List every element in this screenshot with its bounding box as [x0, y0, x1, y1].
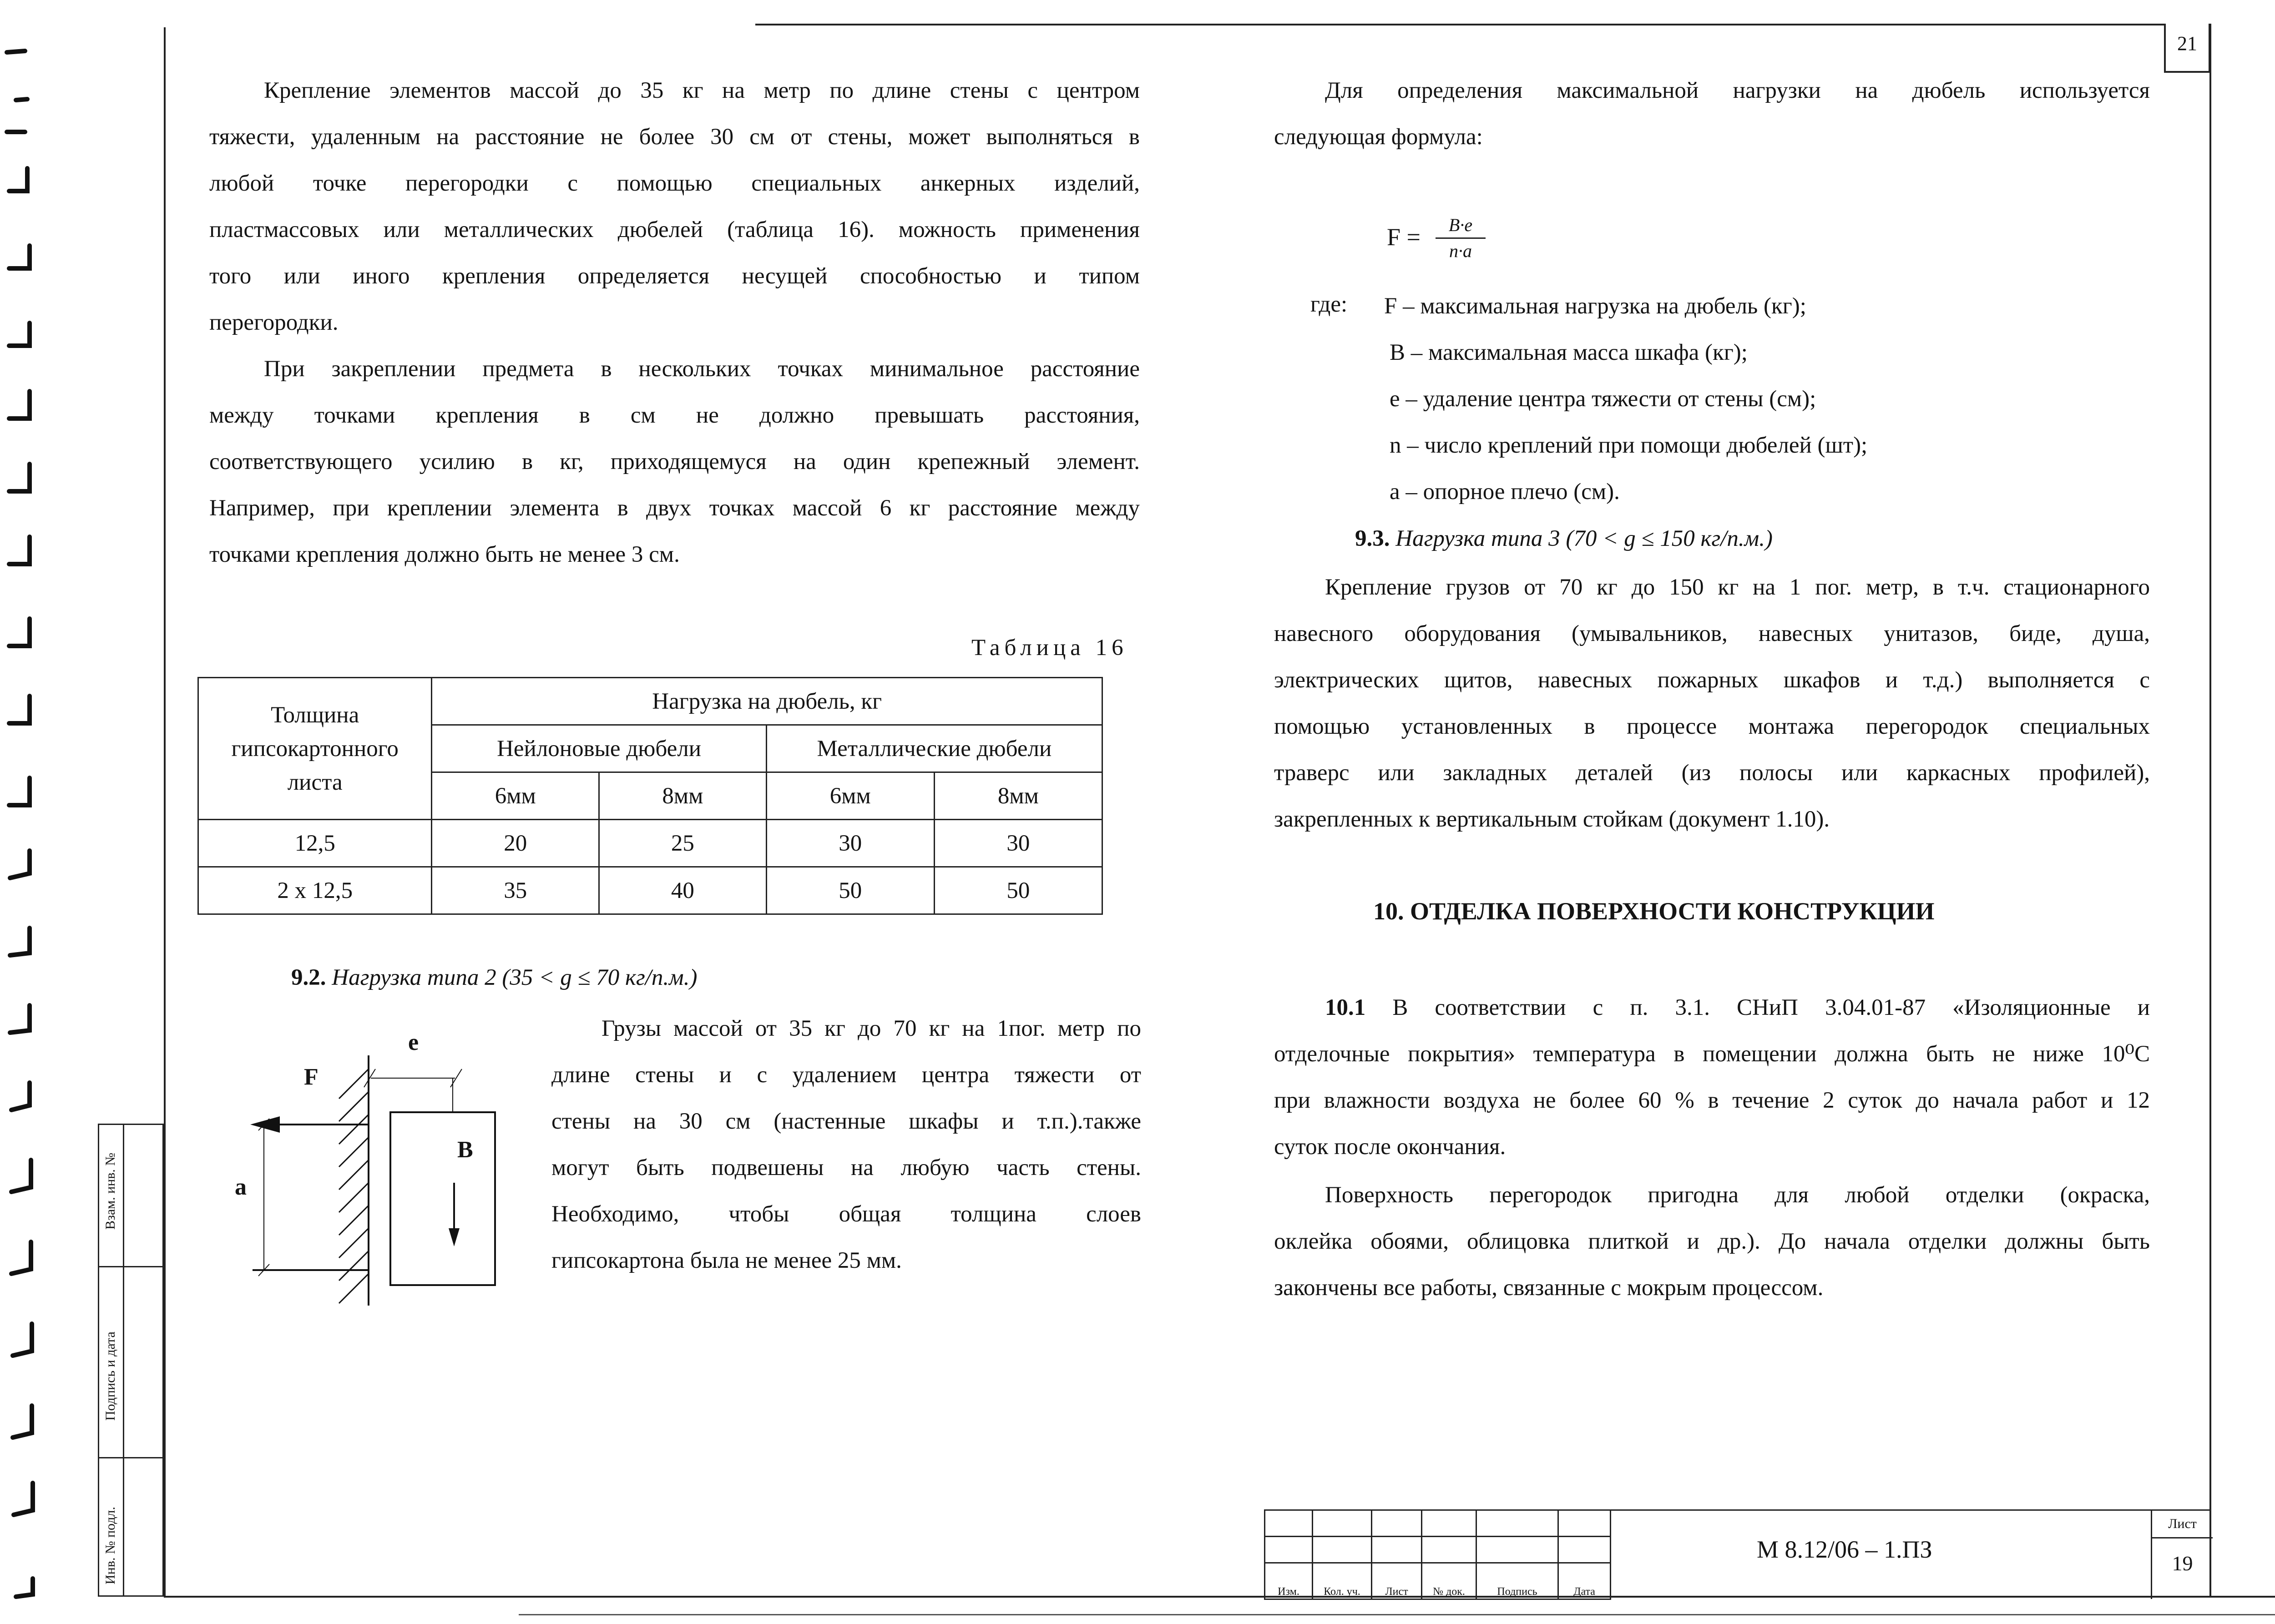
text-line: пластмассовых или металлических дюбелей (таблица 16). можность применения: [209, 217, 1140, 242]
definition-item: a – опорное плечо (см).: [1390, 479, 1620, 504]
force-b-arrowhead: [449, 1228, 460, 1246]
table-cell: 2 х 12,5: [198, 867, 432, 914]
side-stamp: [98, 1124, 164, 1597]
stamp-col-label: Подпись: [1476, 1563, 1558, 1599]
dowel-load-table: [197, 677, 1103, 915]
section-number: 9.3.: [1355, 526, 1390, 551]
page-number-top: 21: [2177, 32, 2197, 55]
section-9-2-heading: [291, 964, 697, 991]
para-10-2: [1274, 1172, 2150, 1311]
text-line: стены на 30 см (настенные шкафы и т.п.).также: [551, 1109, 1141, 1134]
text-line: помощью установленных в процессе монтажа перегородок специальных: [1274, 714, 2150, 739]
text-line: при влажности воздуха не более 60 % в течение 2 суток до начала работ и 12: [1274, 1088, 2150, 1113]
text-line: Крепление элементов массой до 35 кг на метр по длине стены с центром: [264, 78, 1140, 103]
text-line: тяжести, удаленным на расстояние не более 30 см от стены, может выполняться в: [209, 124, 1140, 150]
section-9-2-text: [551, 1005, 1141, 1284]
text-line: траверс или закладных деталей (из полосы или каркасных профилей),: [1274, 760, 2150, 786]
text-line: Необходимо, чтобы общая толщина слоев: [551, 1201, 1141, 1227]
text-line: отделочные покрытия» температура в помещении должна быть не ниже 10⁰С: [1274, 1041, 2150, 1067]
table-caption: Таблица 16: [971, 635, 1128, 661]
side-stamp-label-3: Инв. № подл.: [103, 1507, 118, 1584]
formula-lhs: F =: [1387, 223, 1421, 251]
table-cell: 20: [432, 820, 599, 867]
text-line: Например, при креплении элемента в двух точках массой 6 кг расстояние между: [209, 495, 1140, 521]
para-text: В соответствии с п. 3.1. СНиП 3.04.01-87 «Изоляционные и: [1365, 995, 2150, 1020]
formula-numerator: B·e: [1448, 215, 1473, 235]
text-line: могут быть подвешены на любую часть стены.: [551, 1155, 1141, 1180]
text-line: электрических щитов, навесных пожарных шкафов и т.д.) выполняется с: [1274, 667, 2150, 693]
label-a: a: [235, 1174, 247, 1200]
header-size: 6мм: [766, 772, 934, 820]
definition-item: n – число креплений при помощи дюбелей (шт);: [1390, 433, 1868, 458]
stamp-col-label: № док.: [1422, 1563, 1476, 1599]
text-line: перегородки.: [209, 310, 339, 335]
section-9-3-text: [1274, 564, 2150, 842]
left-para-2: [209, 346, 1140, 578]
label-e: e: [408, 1029, 419, 1055]
header-size: 8мм: [599, 772, 767, 820]
table-row: [198, 867, 1102, 914]
para-number: 10.1: [1325, 995, 1366, 1020]
text-line: точками крепления должно быть не менее 3 см.: [209, 542, 680, 567]
header-size: 8мм: [934, 772, 1102, 820]
text-line: Для определения максимальной нагрузки на дюбель используется: [1325, 78, 2150, 103]
section-title: Нагрузка типа 3 (70 < g ≤ 150 кг/п.м.): [1395, 526, 1773, 551]
table-cell: 50: [934, 867, 1102, 914]
document-code: М 8.12/06 – 1.ПЗ: [1757, 1536, 1932, 1563]
header-size: 6мм: [432, 772, 599, 820]
title-block: [1264, 1509, 2211, 1598]
header-metal: Металлические дюбели: [766, 725, 1102, 772]
table-cell: 35: [432, 867, 599, 914]
side-stamp-label-1: Взам. инв. №: [103, 1152, 118, 1230]
left-para-1: [209, 67, 1140, 346]
table-cell: 12,5: [198, 820, 432, 867]
stamp-col-label: Изм.: [1265, 1563, 1313, 1599]
side-stamp-divider-v: [123, 1125, 124, 1595]
frame-bottom-line-2: [519, 1614, 2275, 1615]
definition-item: F – максимальная нагрузка на дюбель (кг);: [1384, 293, 1806, 319]
page-number-box: [2164, 24, 2210, 73]
text-line: суток после окончания.: [1274, 1134, 1506, 1160]
header-nylon: Нейлоновые дюбели: [432, 725, 766, 772]
frame-left-line: [164, 27, 166, 1598]
text-line: [1274, 984, 2150, 1031]
table-cell: 30: [766, 820, 934, 867]
definition-item: B – максимальная масса шкафа (кг);: [1390, 340, 1748, 365]
force-f-arrowhead: [250, 1116, 280, 1133]
stamp-col-label: Лист: [1372, 1563, 1422, 1599]
label-f: F: [304, 1064, 318, 1090]
load-diagram: [218, 1019, 528, 1319]
side-stamp-divider-h2: [99, 1457, 162, 1458]
wall-hatching: [339, 1069, 369, 1303]
stamp-col-label: Кол. уч.: [1313, 1563, 1372, 1599]
sheet-box: [2151, 1511, 2213, 1599]
text-line: Крепление грузов от 70 кг до 150 кг на 1 пог. метр, в т.ч. стационарного: [1325, 575, 2150, 600]
formula-denominator: n·a: [1449, 241, 1472, 261]
table-cell: 40: [599, 867, 767, 914]
revision-grid: [1264, 1509, 1611, 1600]
para-10-1: [1274, 984, 2150, 1170]
text-line: того или иного крепления определяется несущей способностью и типом: [209, 263, 1140, 289]
side-stamp-divider-h1: [99, 1266, 162, 1267]
sheet-number: 19: [2172, 1552, 2193, 1575]
text-line: длине стены и с удалением центра тяжести от: [551, 1062, 1141, 1088]
text-line: гипсокартона была не менее 25 мм.: [551, 1248, 902, 1273]
table-cell: 50: [766, 867, 934, 914]
side-stamp-label-2: Подпись и дата: [103, 1331, 118, 1421]
frame-right-line: [2209, 24, 2211, 1598]
right-intro: [1274, 67, 2150, 160]
binding-marks: [0, 0, 59, 1624]
formula-fraction: [1436, 214, 1486, 262]
section-title: Нагрузка типа 2 (35 < g ≤ 70 кг/п.м.): [332, 965, 698, 990]
text-line: навесного оборудования (умывальников, навесных унитазов, биде, душа,: [1274, 621, 2150, 646]
text-line: Грузы массой от 35 кг до 70 кг на 1пог. метр по: [602, 1016, 1141, 1041]
fraction-bar: [1436, 237, 1486, 239]
text-line: любой точке перегородки с помощью специальных анкерных изделий,: [209, 171, 1140, 196]
sheet-label: Лист: [2152, 1511, 2213, 1538]
frame-top-line: [755, 24, 2166, 25]
header-load: Нагрузка на дюбель, кг: [432, 678, 1102, 725]
table-cell: 30: [934, 820, 1102, 867]
section-10-heading: 10. ОТДЕЛКА ПОВЕРХНОСТИ КОНСТРУКЦИИ: [1373, 898, 1935, 925]
text-line: соответствующего усилию в кг, приходящемуся на один крепежный элемент.: [209, 449, 1140, 474]
where-label: где:: [1310, 292, 1348, 317]
text-line: закрепленных к вертикальным стойкам (документ 1.10).: [1274, 807, 1830, 832]
text-line: следующая формула:: [1274, 124, 1483, 150]
stamp-col-label: Дата: [1558, 1563, 1611, 1599]
definitions-list: [1384, 283, 1867, 515]
text-line: При закреплении предмета в нескольких точках минимальное расстояние: [264, 356, 1140, 382]
section-number: 9.2.: [291, 965, 326, 990]
label-b: B: [457, 1137, 473, 1163]
header-thickness: Толщина гипсокартонного листа: [198, 678, 432, 820]
cabinet-rect: [390, 1112, 495, 1285]
section-9-3-heading: [1355, 525, 1773, 552]
text-line: закончены все работы, связанные с мокрым процессом.: [1274, 1275, 1824, 1301]
text-line: между точками крепления в см не должно превышать расстояния,: [209, 403, 1140, 428]
text-line: Поверхность перегородок пригодна для любой отделки (окраска,: [1325, 1182, 2150, 1208]
text-line: оклейка обоями, облицовка плиткой и др.). До начала отделки должны быть: [1274, 1229, 2150, 1254]
table-cell: 25: [599, 820, 767, 867]
definition-item: e – удаление центра тяжести от стены (см);: [1390, 386, 1816, 412]
table-row: [198, 820, 1102, 867]
